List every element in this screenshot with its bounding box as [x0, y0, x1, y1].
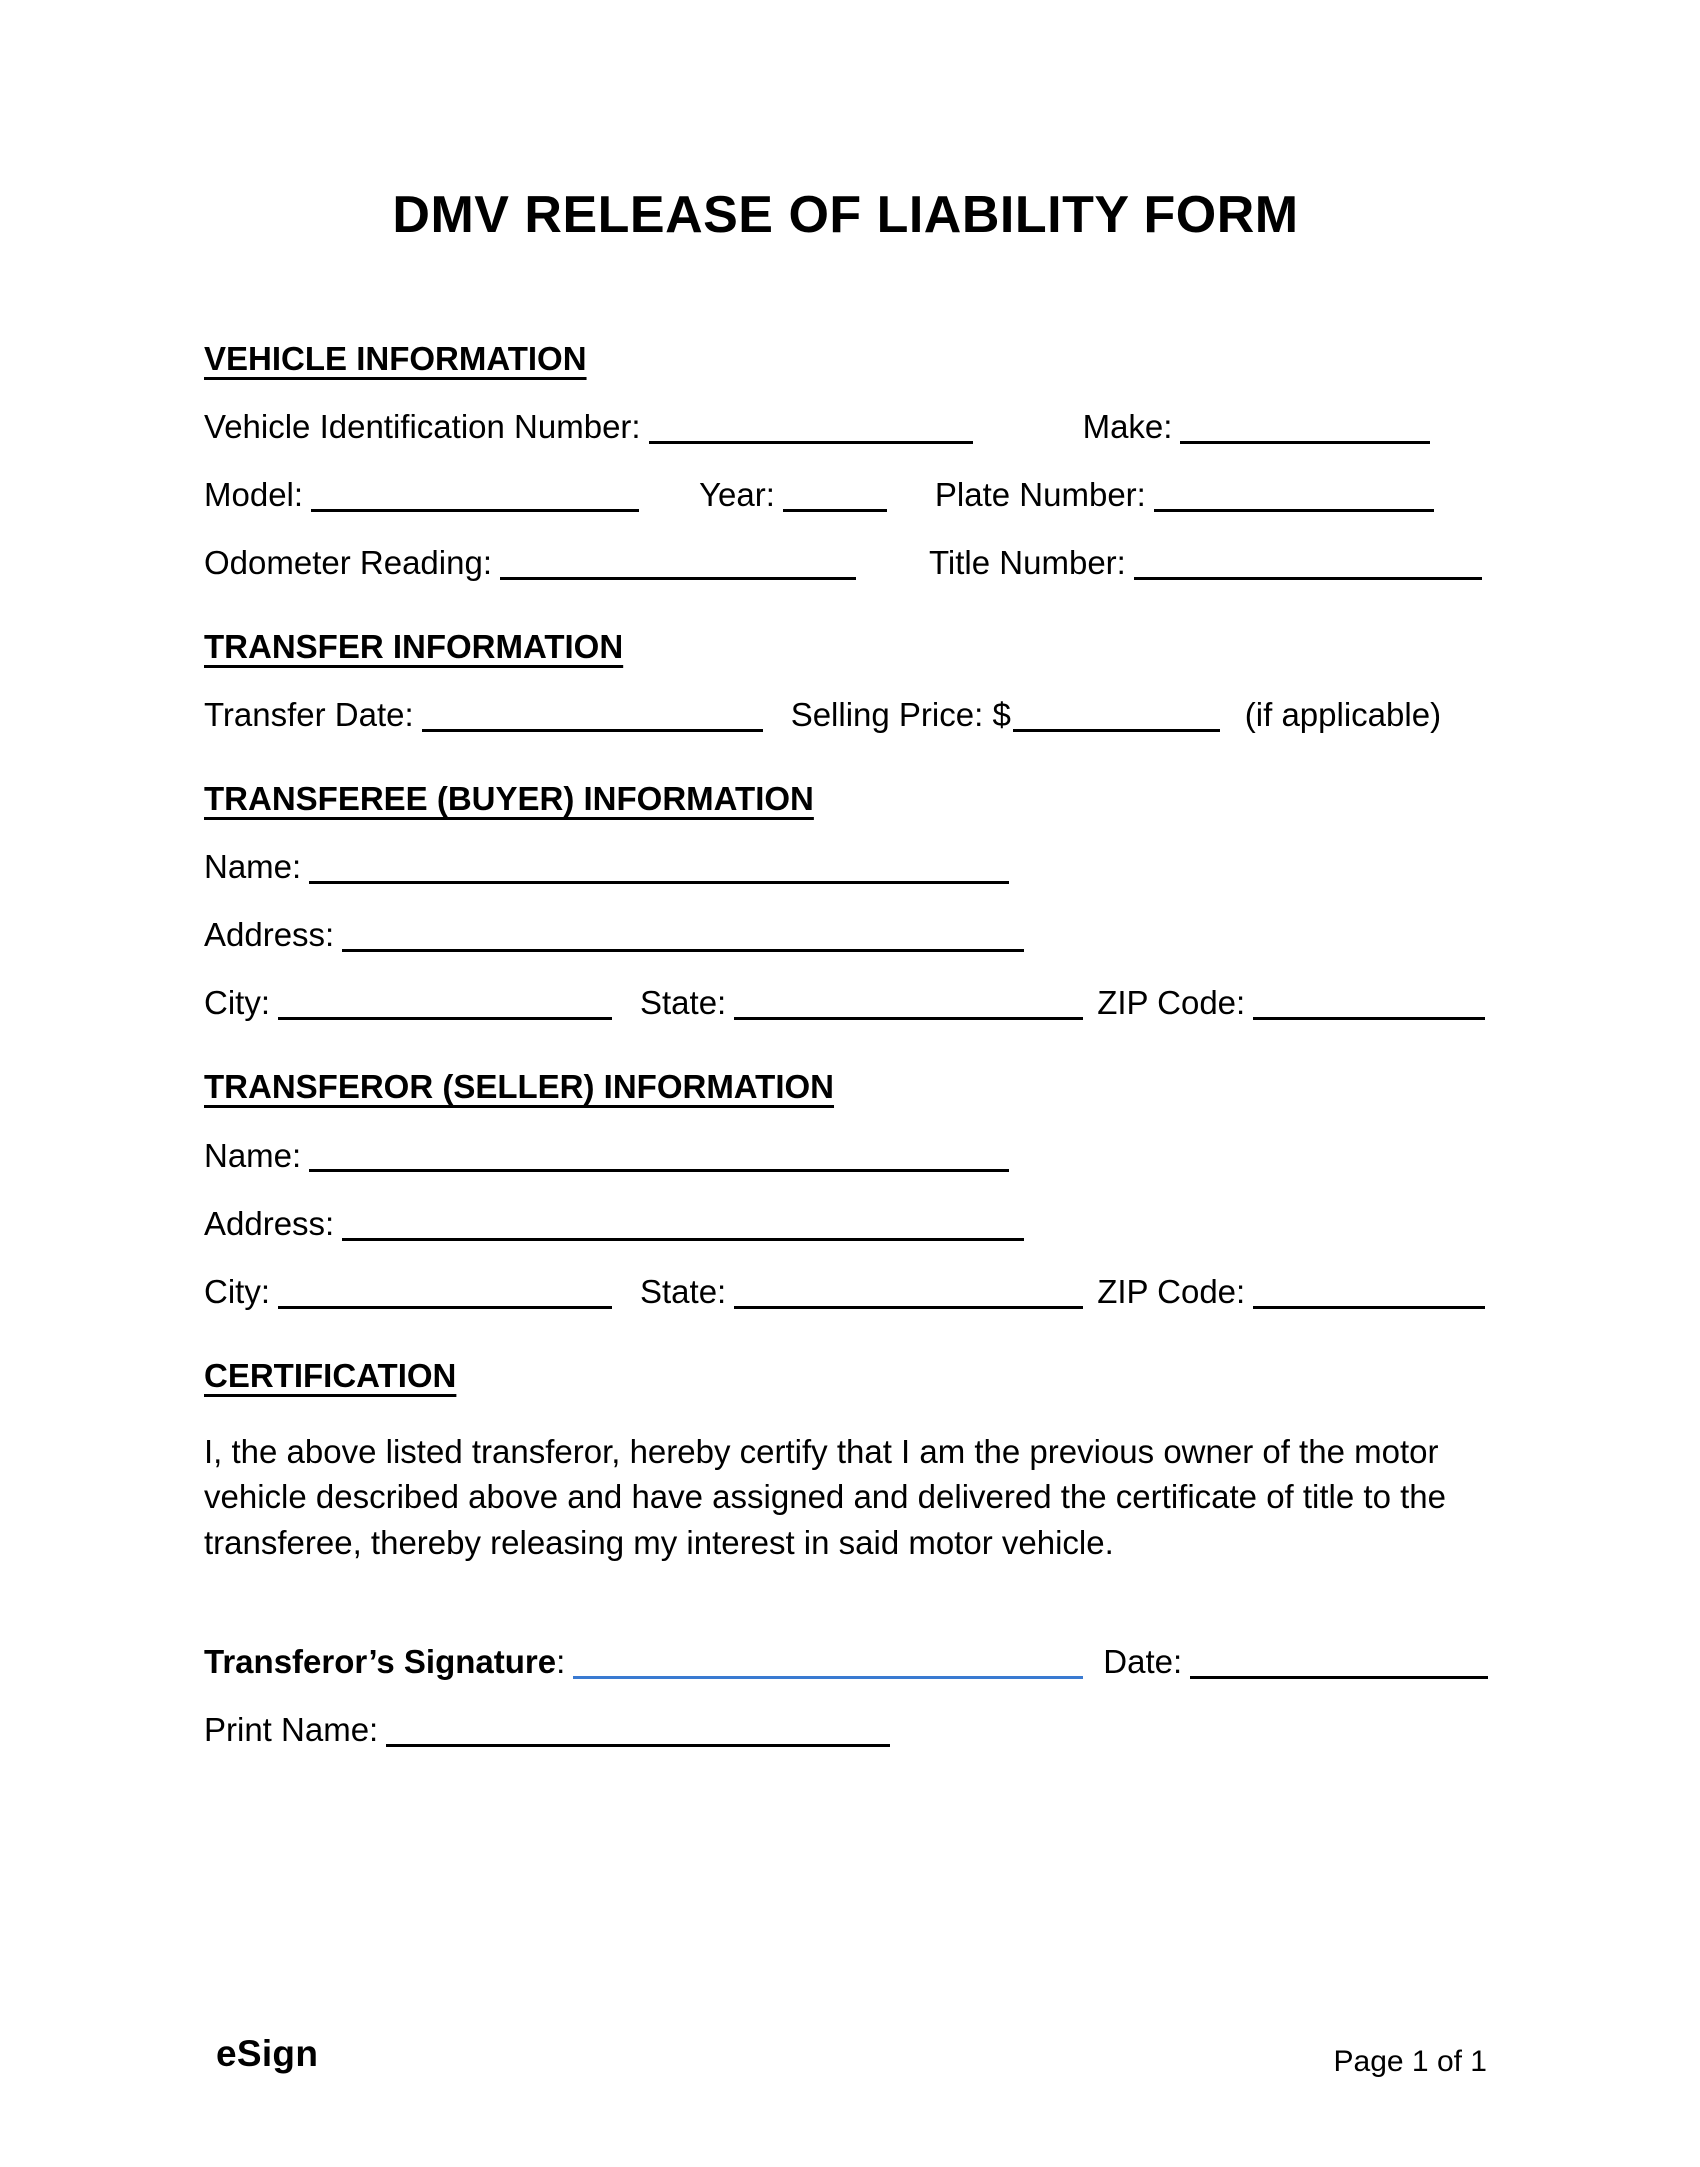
transferee-zip-blank — [1253, 984, 1485, 1020]
transferee-zip-label: ZIP Code: — [1097, 984, 1246, 1022]
transferor-section-heading: TRANSFEROR (SELLER) INFORMATION — [204, 1068, 835, 1106]
transferee-city-label: City: — [204, 984, 270, 1022]
transferor-city-label: City: — [204, 1272, 270, 1310]
transfer-date-blank — [422, 696, 763, 732]
section-transferor-information — [204, 1068, 1487, 1310]
plate-number-label: Plate Number: — [934, 476, 1146, 514]
certification-section-heading: CERTIFICATION — [204, 1356, 457, 1394]
field-row — [204, 408, 1487, 446]
section-transfer-information — [204, 628, 1487, 734]
section-transferee-information — [204, 780, 1487, 1022]
model-label: Model: — [204, 476, 304, 514]
transferor-address-label: Address: — [204, 1204, 335, 1242]
vin-blank — [649, 408, 973, 444]
make-label: Make: — [1082, 408, 1173, 446]
vehicle-section-heading: VEHICLE INFORMATION — [204, 340, 587, 377]
field-row — [204, 696, 1487, 734]
make-blank — [1180, 408, 1430, 444]
transferee-name-blank — [309, 848, 1009, 884]
transferor-signature-blank[interactable] — [573, 1643, 1083, 1679]
field-row — [204, 848, 1487, 886]
transferee-name-label: Name: — [204, 848, 302, 886]
print-name-label: Print Name: — [204, 1711, 379, 1749]
print-name-blank — [386, 1711, 890, 1747]
transferor-state-blank — [734, 1273, 1083, 1309]
transferor-name-label: Name: — [204, 1136, 302, 1174]
transferee-city-blank — [278, 984, 612, 1020]
field-row — [204, 1643, 1487, 1681]
field-row — [204, 1711, 1487, 1749]
transferee-section-heading: TRANSFEREE (BUYER) INFORMATION — [204, 780, 814, 818]
odometer-blank — [500, 544, 856, 580]
transferee-address-blank — [342, 916, 1024, 952]
field-row — [204, 1273, 1487, 1311]
section-certification — [204, 1357, 1487, 1566]
field-row — [204, 476, 1487, 514]
transferor-address-blank — [342, 1205, 1024, 1241]
vin-label: Vehicle Identification Number: — [204, 408, 641, 446]
title-number-blank — [1134, 544, 1482, 580]
selling-price-blank — [1013, 696, 1220, 732]
transferor-state-label: State: — [640, 1272, 727, 1310]
year-label: Year: — [699, 476, 775, 514]
field-row — [204, 1136, 1487, 1174]
esign-logo: eSign — [216, 2033, 319, 2074]
transfer-section-heading: TRANSFER INFORMATION — [204, 628, 624, 666]
page-number-indicator: Page 1 of 1 — [1333, 2045, 1487, 2078]
transferor-signature-label: Transferor’s Signature — [204, 1643, 557, 1681]
field-row — [204, 916, 1487, 954]
section-vehicle-information — [204, 340, 1487, 582]
page-title: DMV RELEASE OF LIABILITY FORM — [392, 186, 1299, 244]
field-row — [204, 1205, 1487, 1243]
transferee-state-label: State: — [640, 984, 727, 1022]
transferee-address-label: Address: — [204, 916, 335, 954]
year-blank — [783, 476, 887, 512]
field-row — [204, 544, 1487, 582]
transferee-state-blank — [734, 984, 1083, 1020]
transferor-signature-colon: : — [556, 1643, 566, 1681]
transferor-name-blank — [309, 1136, 1009, 1172]
model-blank — [311, 476, 639, 512]
signature-date-blank — [1190, 1643, 1488, 1679]
transfer-date-label: Transfer Date: — [204, 696, 414, 734]
section-signature — [204, 1643, 1487, 1749]
transferor-zip-label: ZIP Code: — [1097, 1272, 1246, 1310]
selling-price-label: Selling Price: $ — [790, 696, 1011, 734]
odometer-label: Odometer Reading: — [204, 544, 492, 582]
transferor-zip-blank — [1253, 1273, 1485, 1309]
plate-number-blank — [1154, 476, 1434, 512]
title-number-label: Title Number: — [929, 544, 1126, 582]
certification-statement: I, the above listed transferor, hereby certify that I am the previous owner of the motor vehicle described above and have assigned and delivered the certificate of title to the transferee, thereby releasing my interest in said motor vehicle. — [204, 1432, 1446, 1561]
signature-date-label: Date: — [1103, 1643, 1183, 1681]
transferor-city-blank — [278, 1273, 612, 1309]
if-applicable-label: (if applicable) — [1244, 696, 1442, 734]
field-row — [204, 984, 1487, 1022]
